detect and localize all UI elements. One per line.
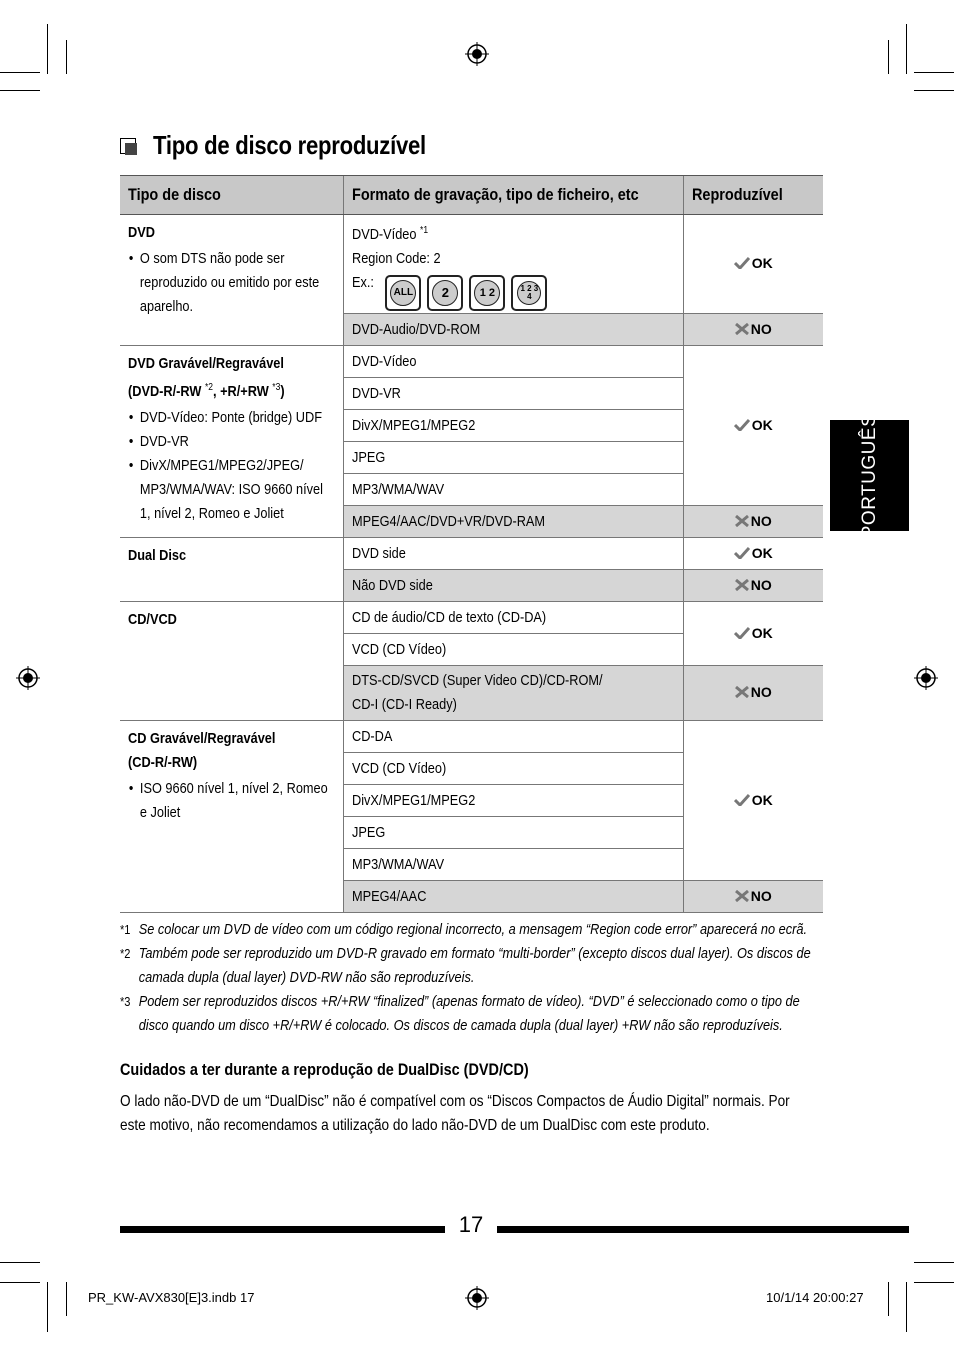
check-icon: [734, 419, 750, 431]
crop-mark: [0, 1262, 40, 1263]
format-cell: MPEG4/AAC: [343, 881, 683, 913]
playable-cell: [683, 215, 823, 314]
cross-icon: [735, 515, 749, 527]
region-2-icon: 2: [427, 275, 463, 311]
playable-cell: [683, 721, 823, 881]
format-cell: DivX/MPEG1/MPEG2: [343, 785, 683, 817]
no-badge: NO: [735, 884, 772, 908]
footnote: *3 Podem ser reproduzidos discos +R/+RW “finalized” (apenas formato de vídeo). “DVD” é seleccionado como o tipo de disco quando um disco +R/+RW é colocado. Os discos de camada dupla (dual layer) +RW não são reproduzíveis.: [120, 993, 800, 1034]
check-icon: [734, 257, 750, 269]
format-cell: DVD-Audio/DVD-ROM: [343, 314, 683, 346]
disc-type-table: [120, 175, 823, 913]
format-cell: MP3/WMA/WAV: [343, 474, 683, 506]
page-bar-left: [120, 1226, 445, 1233]
playable-cell: [683, 346, 823, 506]
section-title: Cuidados a ter durante a reprodução de DualDisc (DVD/CD): [120, 1060, 529, 1079]
playable-cell: [683, 506, 823, 538]
format-cell: JPEG: [343, 442, 683, 474]
registration-mark-icon: [914, 666, 938, 690]
table-row: [120, 346, 823, 378]
playable-cell: [683, 314, 823, 346]
ok-badge: OK: [734, 621, 773, 645]
format-cell: VCD (CD Vídeo): [343, 634, 683, 666]
language-tab: [830, 413, 909, 538]
table-row: [120, 538, 823, 570]
playable-cell: [683, 538, 823, 570]
section-body: O lado não-DVD de um “DualDisc” não é compatível com os “Discos Compactos de Áudio Digital” normais. Por este motivo, não recomendamos a utilização do lado não-DVD de um DualDisc com este produto.: [120, 1093, 790, 1134]
format-cell: DVD-Vídeo: [343, 346, 683, 378]
crop-mark: [914, 90, 954, 91]
page-bar-right: [497, 1226, 909, 1233]
playable-cell: [683, 881, 823, 913]
crop-mark: [914, 72, 954, 73]
list-item: • DVD-Vídeo: Ponte (bridge) UDF: [140, 406, 332, 430]
format-cell: DTS-CD/SVCD (Super Video CD)/CD-ROM/ CD-I (CD-I Ready): [343, 666, 683, 721]
ok-badge: OK: [734, 788, 773, 812]
playable-cell: [683, 570, 823, 602]
crop-mark: [0, 90, 40, 91]
region-all-icon: ALL: [385, 275, 421, 311]
region-1-2-3-4-icon: 1 2 3 4: [511, 275, 547, 311]
disc-type-dvd-recordable: DVD Gravável/Regravável (DVD-R/-RW $^{*2}$, +R/+RW $^{*3}$) • DVD-Vídeo: Ponte (bridge) UDF • DVD-VR • DivX/MPEG1/MPEG2/JPEG/ MP3/WMA/WAV: ISO 9660 nível 1, nível 2, Romeo e Joliet: [120, 346, 343, 538]
language-tab-label: PORTUGUÊS: [858, 413, 880, 538]
format-cell: CD-DA: [343, 721, 683, 753]
table-row: [120, 602, 823, 634]
disc-type-dvd: DVD • O som DTS não pode ser reproduzido ou emitido por este aparelho.: [120, 215, 343, 346]
check-icon: [734, 627, 750, 639]
playable-cell: [683, 666, 823, 721]
cross-icon: [735, 323, 749, 335]
format-cell: DVD-Vídeo $^{*1}$ Region Code: 2 Ex.: ALL 2 1 2 1 2 3 4: [343, 215, 683, 314]
check-icon: [734, 547, 750, 559]
disc-type-cd-vcd: CD/VCD: [120, 602, 343, 721]
crop-mark: [906, 24, 907, 74]
no-badge: NO: [735, 317, 772, 341]
crop-mark: [66, 1282, 67, 1316]
footnote: *1 Se colocar um DVD de vídeo com um código regional incorrecto, a mensagem “Region code error” aparecerá no ecrã.: [120, 921, 807, 938]
disc-type-dual-disc: Dual Disc: [120, 538, 343, 602]
disc-type-cd-recordable: CD Gravável/Regravável (CD-R/-RW) • ISO 9660 nível 1, nível 2, Romeo e Joliet: [120, 721, 343, 913]
format-cell: MP3/WMA/WAV: [343, 849, 683, 881]
format-cell: DVD-VR: [343, 378, 683, 410]
ok-badge: OK: [734, 413, 773, 437]
list-item: • O som DTS não pode ser reproduzido ou emitido por este aparelho.: [140, 247, 340, 319]
no-badge: NO: [735, 573, 772, 597]
table-row: [120, 215, 823, 314]
format-cell: JPEG: [343, 817, 683, 849]
header-format: Formato de gravação, tipo de ficheiro, etc: [343, 176, 683, 215]
registration-mark-icon: [465, 42, 489, 66]
cross-icon: [735, 890, 749, 902]
no-badge: NO: [735, 680, 772, 704]
title-bullet-shadow: [125, 143, 137, 155]
crop-mark: [888, 1282, 889, 1316]
format-cell: Não DVD side: [343, 570, 683, 602]
format-cell: DivX/MPEG1/MPEG2: [343, 410, 683, 442]
format-cell: VCD (CD Vídeo): [343, 753, 683, 785]
no-badge: NO: [735, 509, 772, 533]
footnote: *2 Também pode ser reproduzido um DVD-R gravado em formato “multi-border” (excepto discos dual layer). Os discos de camada dupla (dual layer) DVD-RW não são reproduzíveis.: [120, 945, 811, 986]
registration-mark-icon: [465, 1286, 489, 1310]
region-code-icons: [385, 275, 547, 311]
list-item: • DVD-VR: [140, 430, 332, 454]
crop-mark: [47, 24, 48, 74]
ok-badge: OK: [734, 541, 773, 565]
table-row: [120, 721, 823, 753]
check-icon: [734, 794, 750, 806]
format-cell: MPEG4/AAC/DVD+VR/DVD-RAM: [343, 506, 683, 538]
footnotes: [120, 918, 825, 1038]
list-item: • ISO 9660 nível 1, nível 2, Romeo e Joliet: [140, 777, 332, 825]
region-1-2-icon: 1 2: [469, 275, 505, 311]
table-header-row: [120, 176, 823, 215]
crop-mark: [0, 1282, 40, 1283]
crop-mark: [66, 40, 67, 74]
ok-badge: OK: [734, 251, 773, 275]
playable-cell: [683, 602, 823, 666]
format-cell: DVD side: [343, 538, 683, 570]
slug-date: 10/1/14 20:00:27: [766, 1290, 864, 1305]
crop-mark: [47, 1282, 48, 1332]
registration-mark-icon: [16, 666, 40, 690]
cross-icon: [735, 686, 749, 698]
crop-mark: [914, 1262, 954, 1263]
crop-mark: [0, 72, 40, 73]
header-disc-type: Tipo de disco: [120, 176, 343, 215]
page-number: 17: [458, 1212, 484, 1237]
crop-mark: [906, 1282, 907, 1332]
slug-file: PR_KW-AVX830[E]3.indb 17: [88, 1290, 255, 1305]
format-cell: CD de áudio/CD de texto (CD-DA): [343, 602, 683, 634]
crop-mark: [914, 1282, 954, 1283]
cross-icon: [735, 579, 749, 591]
page-title: Tipo de disco reproduzível: [153, 130, 426, 160]
list-item: • DivX/MPEG1/MPEG2/JPEG/ MP3/WMA/WAV: ISO 9660 nível 1, nível 2, Romeo e Joliet: [140, 454, 332, 526]
header-playable: Reproduzível: [683, 176, 823, 215]
crop-mark: [888, 40, 889, 74]
